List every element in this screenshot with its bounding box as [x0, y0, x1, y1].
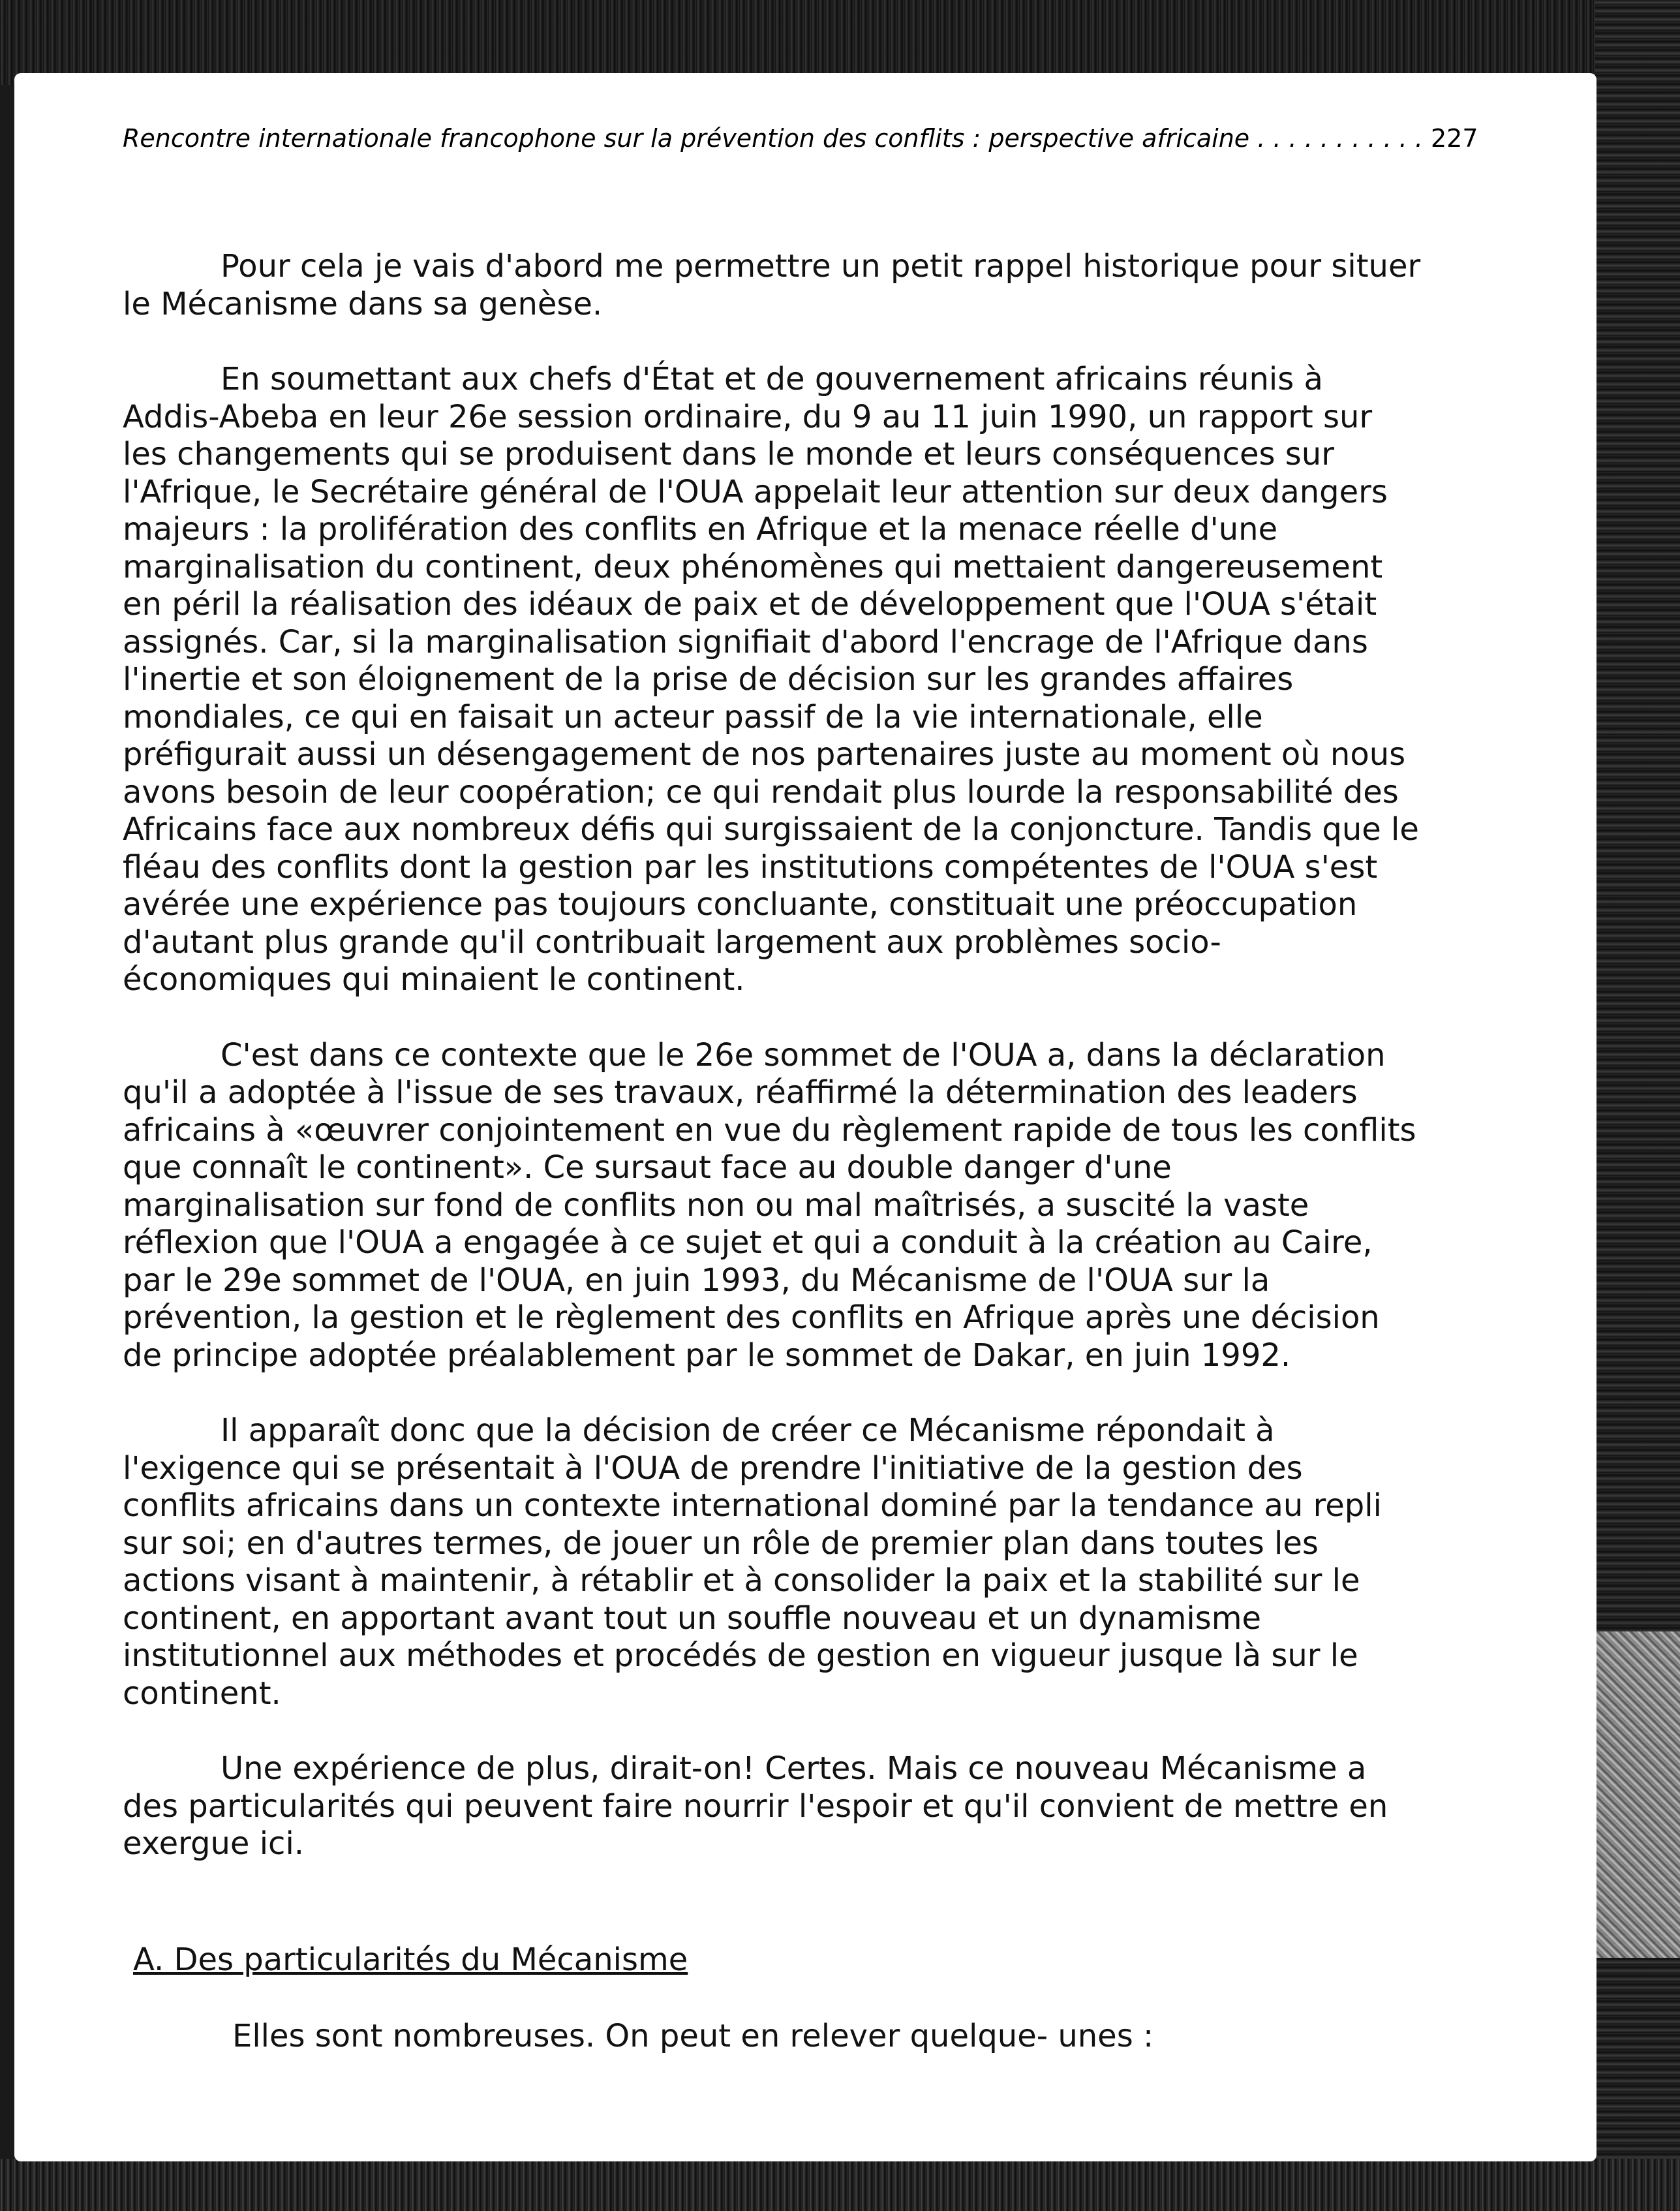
paragraph-experience: Une expérience de plus, dirait-on! Certes. Mais ce nouveau Mécanisme a des particularités qui peuvent faire nourrir l'espoir et qu'il convient de mettre en exergue ici.	[123, 1750, 1388, 1862]
running-header	[123, 124, 1478, 153]
scan-noise-patch	[1595, 1631, 1680, 1958]
list-intro: Elles sont nombreuses. On peut en relever quelque- unes :	[232, 2018, 1154, 2054]
paragraph-26th-summit: C'est dans ce contexte que le 26e sommet de l'OUA a, dans la déclaration qu'il a adoptée à l'issue de ses travaux, réaffirmé la détermination des leaders africains à «œuvrer conjointement en vue du règlement rapide de tous les conflits que connaît le continent». Ce sursaut face au double danger d'une marginalisation sur fond de conflits non ou mal maîtrisés, a suscité la vaste réflexion que l'OUA a engagée à ce sujet et qui a conduit à la création au Caire, par le 29e sommet de l'OUA, en juin 1993, du Mécanisme de l'OUA sur la prévention, la gestion et le règlement des conflits en Afrique après une décision de principe adoptée préalablement par le sommet de Dakar, en juin 1992.	[123, 1036, 1416, 1374]
paragraph-mechanism-decision: Il apparaît donc que la décision de créer ce Mécanisme répondait à l'exigence qui se présentait à l'OUA de prendre l'initiative de la gestion des conflits africains dans un contexte international dominé par la tendance au repli sur soi; en d'autres termes, de jouer un rôle de premier plan dans toutes les actions visant à maintenir, à rétablir et à consolider la paix et la stabilité sur le continent, en apportant avant tout un souffle nouveau et un dynamisme institutionnel aux méthodes et procédés de gestion en vigueur jusque là sur le continent.	[123, 1412, 1382, 1712]
section-heading: A. Des particularités du Mécanisme	[133, 1941, 688, 1978]
document-body	[123, 248, 1421, 2056]
page-number: 227	[1431, 124, 1478, 153]
scan-border-top	[0, 0, 1680, 85]
paragraph-oua-report: En soumettant aux chefs d'État et de gouvernement africains réunis à Addis-Abeba en leur 26e session ordinaire, du 9 au 11 juin 1990, un rapport sur les changements qui se produisent dans le monde et leurs conséquences sur l'Afrique, le Secrétaire général de l'OUA appelait leur attention sur deux dangers majeurs : la prolifération des conflits en Afrique et la menace réelle d'une marginalisation du continent, deux phénomènes qui mettaient dangereusement en péril la réalisation des idéaux de paix et de développement que l'OUA s'était assignés. Car, si la marginalisation signifiait d'abord l'encrage de l'Afrique dans l'inertie et son éloignement de la prise de décision sur les grandes affaires mondiales, ce qui en faisait un acteur passif de la vie internationale, elle préfigurait aussi un désengagement de nos partenaires juste au moment où nous avons besoin de leur coopération; ce qui rendait plus lourde la responsabilité des Africains face aux nombreux défis qui surgissaient de la conjoncture. Tandis que le fléau des conflits dont la gestion par les institutions compétentes de l'OUA s'est avérée une expérience pas toujours concluante, constituait une préoccupation d'autant plus grande qu'il contribuait largement aux problèmes socio-économiques qui minaient le continent.	[123, 361, 1419, 998]
paragraph-intro: Pour cela je vais d'abord me permettre un petit rappel historique pour situer le Mécanisme dans sa genèse.	[123, 248, 1421, 322]
scan-border-bottom	[0, 2159, 1680, 2211]
running-title: Rencontre internationale francophone sur la prévention des conflits : perspective africaine . . . . . . . . . . .	[123, 124, 1423, 153]
